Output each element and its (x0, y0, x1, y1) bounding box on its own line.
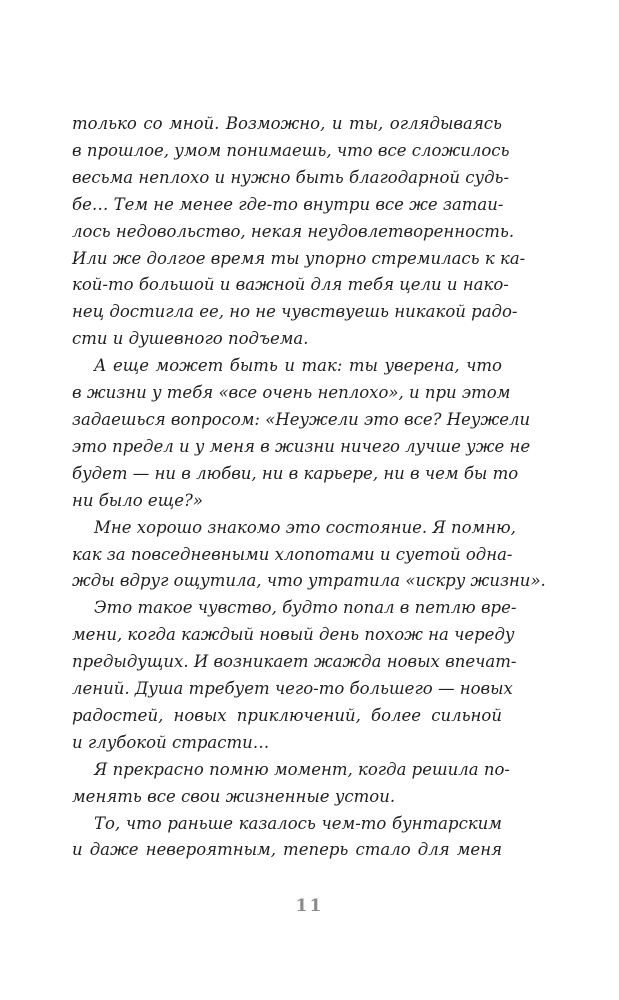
text-line: как за повседневными хлопотами и суетой одна- (72, 544, 513, 564)
paragraph-2 (72, 353, 531, 514)
text-line: радостей, новых приключений, более сильной (72, 705, 502, 725)
text-line: это предел и у меня в жизни ничего лучше уже не (72, 436, 531, 456)
text-line: и глубокой страсти… (72, 732, 270, 752)
text-line: жды вдруг ощутила, что утратила «искру жизни». (72, 571, 546, 591)
text-line: нец достигла ее, но не чувствуешь никакой радо- (72, 302, 518, 322)
text-line: в прошлое, умом понимаешь, что все сложилось (72, 140, 510, 160)
text-line: ни было еще?» (72, 490, 203, 510)
text-line: в жизни у тебя «все очень неплохо», и при этом (72, 383, 511, 403)
paragraph-5 (72, 757, 510, 811)
text-line: Или же долгое время ты упорно стремилась к ка- (72, 248, 526, 268)
paragraph-6 (72, 811, 502, 865)
text-line: менять все свои жизненные устои. (72, 786, 396, 806)
paragraph-3 (72, 515, 546, 596)
text-line: бе… Тем не менее где-то внутри все же затаи- (72, 194, 504, 214)
page-number: 11 (295, 896, 324, 916)
text-line: сти и душевного подъема. (72, 329, 309, 349)
text-line: лений. Душа требует чего-то большего — новых (72, 679, 513, 699)
text-line: только со мной. Возможно, и ты, оглядываясь (72, 114, 502, 133)
text-line: предыдущих. И возникает жажда новых впечат- (72, 652, 517, 672)
text-line: будет — ни в любви, ни в карьере, ни в чем бы то (72, 463, 519, 483)
paragraph-4 (72, 595, 517, 756)
text-line: кой-то большой и важной для тебя цели и нако- (72, 275, 509, 295)
paragraph-1 (72, 111, 526, 353)
text-line: Мне хорошо знакомо это состояние. Я помню, (94, 517, 516, 537)
text-line: Я прекрасно помню момент, когда решила по- (94, 759, 510, 779)
text-line: лось недовольство, некая неудовлетворенность. (72, 221, 515, 241)
text-line: задаешься вопросом: «Неужели это все? Неужели (72, 409, 531, 429)
body-text (72, 111, 546, 864)
text-line: Это такое чувство, будто попал в петлю вре- (94, 598, 517, 618)
text-line: То, что раньше казалось чем-то бунтарским (94, 813, 502, 833)
text-line: весьма неплохо и нужно быть благодарной судь- (72, 167, 510, 187)
text-line: А еще может быть и так: ты уверена, что (94, 356, 502, 376)
text-line: мени, когда каждый новый день похож на череду (72, 625, 515, 645)
text-line: и даже невероятным, теперь стало для меня (72, 840, 502, 860)
